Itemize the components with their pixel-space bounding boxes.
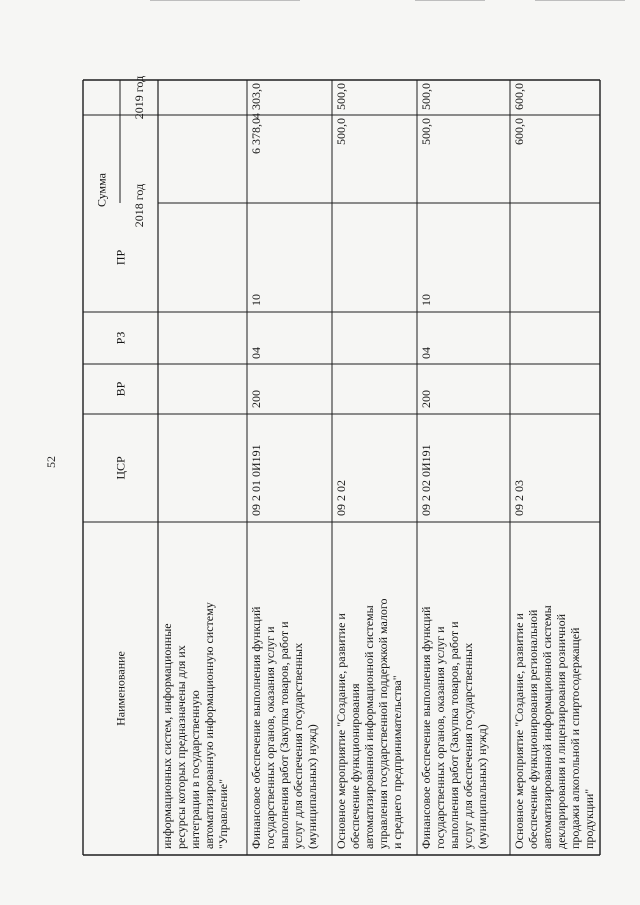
row-name-line: (муниципальных) нужд) xyxy=(475,724,489,849)
row-csr: 09 2 02 0И191 xyxy=(419,444,433,516)
row-name-line: обеспечение функционирования региональной xyxy=(526,609,540,849)
header-rz: РЗ xyxy=(113,331,128,345)
row-sum-2018: 500,0 xyxy=(419,118,433,145)
row-name-line: услуг для обеспечения государственных xyxy=(291,642,305,849)
header-year-2019: 2019 год xyxy=(132,75,146,120)
row-sum-2018: 500,0 xyxy=(334,118,348,145)
row-name-line: информационных систем, информационные xyxy=(160,623,174,849)
row-name-line: интеграции в государственную xyxy=(188,690,202,849)
header-year-2018: 2018 год xyxy=(132,183,146,228)
row-name-line: декларирования и лицензирования розничной xyxy=(554,613,568,849)
row-sum-2019: 500,0 xyxy=(334,83,348,110)
row-name-line: Финансовое обеспечение выполнения функций xyxy=(419,606,433,849)
header-sum: Сумма xyxy=(94,173,109,207)
row-name-line: (муниципальных) нужд) xyxy=(305,724,319,849)
row-csr: 09 2 03 xyxy=(512,480,526,516)
row-name-line: Основное мероприятие "Создание, развитие и xyxy=(512,613,526,849)
row-rz: 04 xyxy=(419,347,433,359)
row-csr: 09 2 02 xyxy=(334,480,348,516)
row-name-line: управления государственной поддержкой малого xyxy=(376,598,390,849)
row-name-line: продажи алкогольной и спиртосодержащей xyxy=(568,627,582,849)
row-name-line: обеспечение функционирования xyxy=(348,683,362,849)
row-sum-2018: 6 378,0 xyxy=(249,118,263,154)
row-name-line: выполнения работ (Закупка товаров, работ и xyxy=(277,621,291,849)
row-pr: 10 xyxy=(419,294,433,306)
row-rz: 04 xyxy=(249,347,263,359)
row-name-line: Основное мероприятие "Создание, развитие и xyxy=(334,613,348,849)
row-name-line: автоматизированной информационной системы xyxy=(540,605,554,849)
row-name-line: выполнения работ (Закупка товаров, работ и xyxy=(447,621,461,849)
row-sum-2019: 500,0 xyxy=(419,83,433,110)
row-name-line: автоматизированной информационной системы xyxy=(362,605,376,849)
row-name-line: Финансовое обеспечение выполнения функций xyxy=(249,606,263,849)
row-name-line: государственных органов, оказания услуг и xyxy=(263,626,277,849)
row-sum-2019: 4 303,0 xyxy=(249,83,263,119)
row-name-line: автоматизированную информационную систему xyxy=(202,602,216,849)
header-pr: ПР xyxy=(113,249,128,266)
row-name-line: "Управление" xyxy=(216,779,230,849)
header-csr: ЦСР xyxy=(113,456,128,480)
page-number: 52 xyxy=(44,456,58,468)
row-pr: 10 xyxy=(249,294,263,306)
row-sum-2018: 600,0 xyxy=(512,118,526,145)
row-name-line: ресурсы которых предназначены для их xyxy=(174,645,188,849)
row-csr: 09 2 01 0И191 xyxy=(249,444,263,516)
row-vr: 200 xyxy=(419,390,433,408)
row-name-line: и среднего предпринимательства" xyxy=(390,675,404,849)
row-name-line: услуг для обеспечения государственных xyxy=(461,642,475,849)
row-name-line: государственных органов, оказания услуг и xyxy=(433,626,447,849)
row-name-line: продукции" xyxy=(582,788,596,849)
header-vr: ВР xyxy=(113,381,128,397)
row-sum-2019: 600,0 xyxy=(512,83,526,110)
row-vr: 200 xyxy=(249,390,263,408)
header-name: Наименование xyxy=(113,651,128,726)
